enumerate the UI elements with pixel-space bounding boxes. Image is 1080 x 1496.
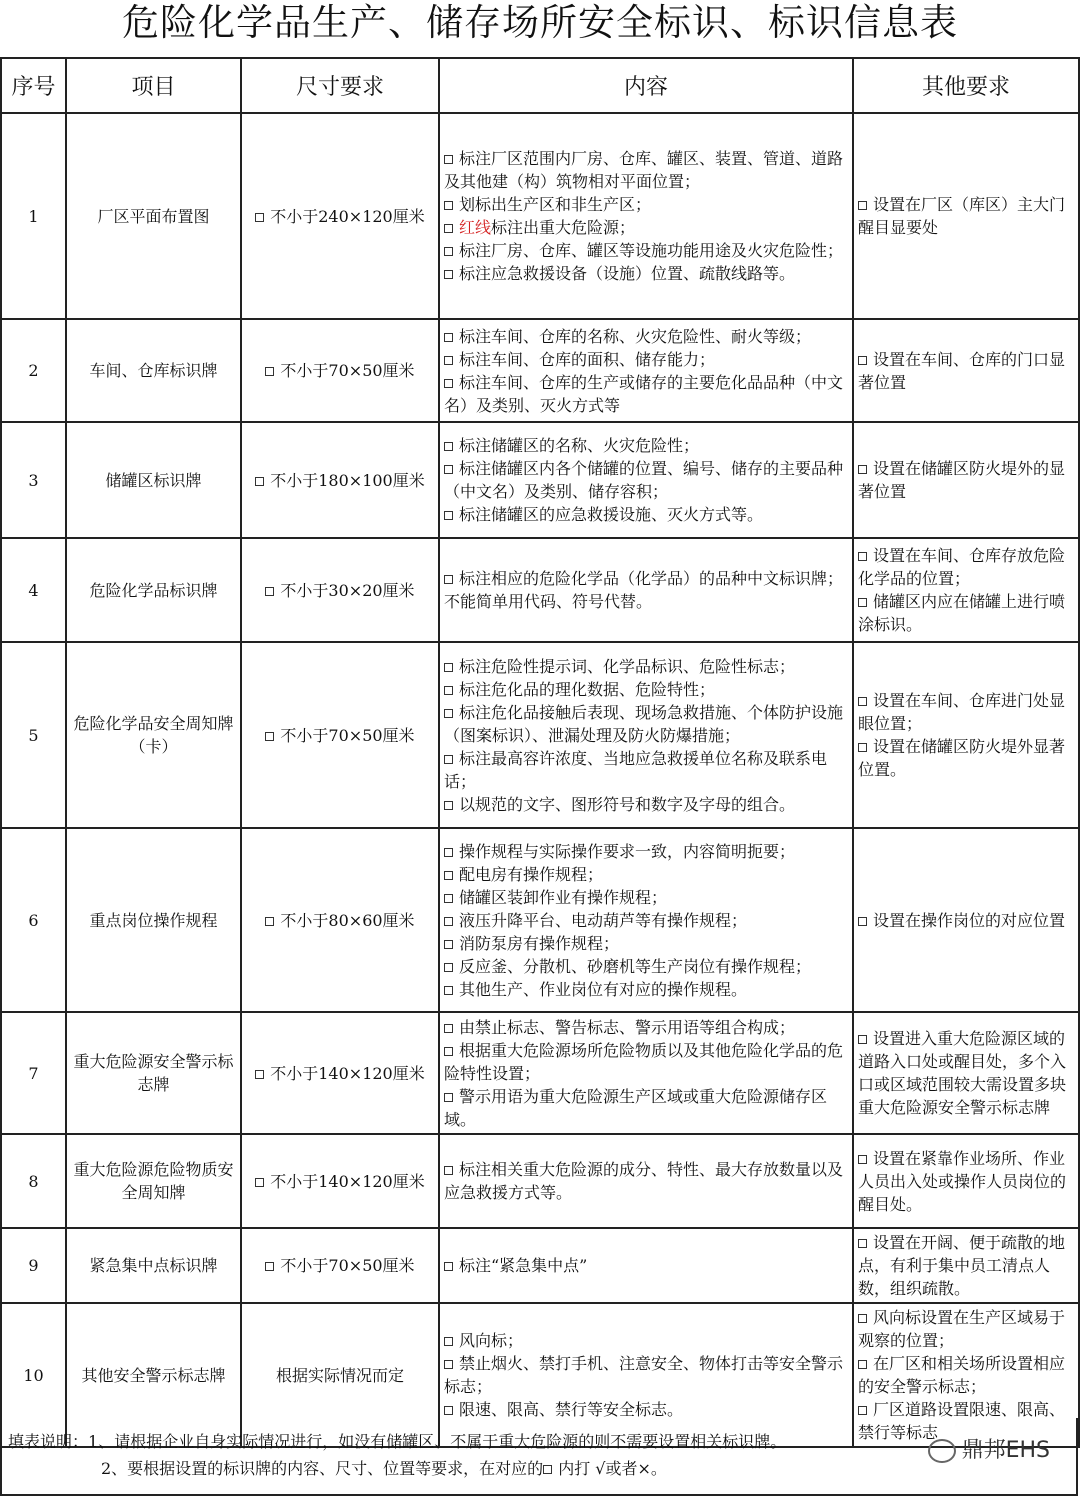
content-text: 标注出重大危险源； bbox=[491, 218, 636, 237]
checkbox-icon bbox=[265, 732, 274, 741]
checkbox-icon bbox=[858, 697, 867, 706]
checkbox-icon bbox=[444, 155, 453, 164]
checkbox-icon bbox=[444, 1093, 453, 1102]
checkbox-icon bbox=[255, 213, 264, 222]
list-item bbox=[444, 567, 848, 613]
checkbox-icon bbox=[858, 743, 867, 752]
content-text: 标注储罐区内各个储罐的位置、编号、储存的主要品种（中文名）及类别、储存容积； bbox=[444, 459, 844, 501]
table-row bbox=[1, 1228, 1079, 1303]
checkbox-icon bbox=[265, 917, 274, 926]
checkbox-icon bbox=[265, 587, 274, 596]
content-text: 标注应急救援设备（设施）位置、疏散线路等。 bbox=[459, 264, 796, 283]
checkbox-icon bbox=[444, 848, 453, 857]
checkbox-icon bbox=[444, 917, 453, 926]
checkbox-icon bbox=[858, 1314, 867, 1323]
table-row bbox=[1, 642, 1079, 828]
list-item bbox=[858, 457, 1074, 503]
row-content bbox=[439, 642, 853, 828]
row-number: 9 bbox=[1, 1228, 66, 1303]
other-text: 储罐区内应在储罐上进行喷涂标识。 bbox=[858, 592, 1066, 634]
other-text: 设置在开阔、便于疏散的地点，有利于集中员工清点人数，组织疏散。 bbox=[858, 1233, 1066, 1298]
checkbox-icon bbox=[444, 1360, 453, 1369]
checkbox-icon bbox=[444, 1047, 453, 1056]
row-size bbox=[241, 1134, 439, 1228]
content-text: 消防泵房有操作规程； bbox=[459, 933, 620, 953]
checkbox-icon bbox=[444, 801, 453, 810]
row-item: 危险化学品安全周知牌（卡） bbox=[66, 642, 241, 828]
red-line-text: 红线 bbox=[459, 218, 492, 237]
row-number: 2 bbox=[1, 319, 66, 422]
row-number: 10 bbox=[1, 1303, 66, 1447]
content-text: 标注厂区范围内厂房、仓库、罐区、装置、管道、道路及其他建（构）筑物相对平面位置； bbox=[444, 149, 844, 191]
other-text: 设置在车间、仓库的门口显著位置 bbox=[858, 349, 1066, 392]
row-item: 其他安全警示标志牌 bbox=[66, 1303, 241, 1447]
other-text: 设置进入重大危险源区域的道路入口处或醒目处，多个入口或区域范围较大需设置多块重大危险源安全警示标志牌 bbox=[858, 1029, 1067, 1117]
checkbox-icon bbox=[858, 356, 867, 365]
row-item: 重大危险源危险物质安全周知牌 bbox=[66, 1134, 241, 1228]
checkbox-icon bbox=[858, 917, 867, 926]
row-other bbox=[853, 1134, 1079, 1228]
list-item bbox=[858, 544, 1074, 590]
checkbox-icon bbox=[444, 224, 453, 233]
row-other bbox=[853, 1012, 1079, 1134]
row-other bbox=[853, 642, 1079, 828]
note-2: 2、要根据设置的标识牌的内容、尺寸、位置等要求，在对应的 bbox=[101, 1459, 544, 1478]
list-item bbox=[444, 747, 848, 793]
watermark-text: 鼎邦EHS bbox=[961, 1438, 1050, 1463]
header-size: 尺寸要求 bbox=[241, 58, 439, 113]
other-text: 设置在车间、仓库存放危险化学品的位置； bbox=[858, 546, 1066, 588]
list-item bbox=[444, 840, 848, 863]
content-text: 液压升降平台、电动葫芦等有操作规程； bbox=[459, 910, 748, 930]
checkbox-icon bbox=[444, 663, 453, 672]
list-item bbox=[858, 1147, 1074, 1216]
page-title: 危险化学品生产、储存场所安全标识、标识信息表 bbox=[122, 1, 958, 44]
checkbox-icon bbox=[444, 1262, 453, 1271]
content-text: 储罐区装卸作业有操作规程； bbox=[459, 887, 668, 907]
size-text: 不小于70×50厘米 bbox=[280, 1256, 415, 1275]
checkbox-icon bbox=[444, 755, 453, 764]
checkbox-icon bbox=[444, 247, 453, 256]
checkbox-icon bbox=[255, 1178, 264, 1187]
header-content: 内容 bbox=[439, 58, 853, 113]
row-content bbox=[439, 319, 853, 422]
content-text: 由禁止标志、警告标志、警示用语等组合构成； bbox=[459, 1017, 796, 1037]
checkbox-icon bbox=[265, 1262, 274, 1271]
checkbox-icon bbox=[444, 686, 453, 695]
checkbox-icon bbox=[858, 1155, 867, 1164]
header-other: 其他要求 bbox=[853, 58, 1079, 113]
list-item bbox=[444, 701, 848, 747]
content-text: 根据重大危险源场所危险物质以及其他危险化学品的危险特性设置； bbox=[444, 1040, 844, 1083]
content-text: 标注“紧急集中点” bbox=[459, 1256, 588, 1275]
other-text: 风向标设置在生产区域易于观察的位置； bbox=[858, 1308, 1066, 1350]
list-item bbox=[444, 1016, 848, 1039]
header-row bbox=[1, 58, 1079, 113]
list-item bbox=[858, 1231, 1074, 1300]
row-other bbox=[853, 1228, 1079, 1303]
checkbox-icon bbox=[858, 1406, 867, 1415]
header-item: 项目 bbox=[66, 58, 241, 113]
table-row bbox=[1, 1012, 1079, 1134]
size-text: 不小于80×60厘米 bbox=[280, 910, 415, 930]
content-text: 其他生产、作业岗位有对应的操作规程。 bbox=[459, 979, 748, 999]
list-item bbox=[858, 193, 1074, 239]
content-text: 标注相应的危险化学品（化学品）的品种中文标识牌；不能简单用代码、符号代替。 bbox=[444, 569, 844, 611]
row-size bbox=[241, 422, 439, 538]
other-text: 设置在厂区（库区）主大门醒目显要处 bbox=[858, 195, 1066, 237]
row-size bbox=[241, 1012, 439, 1134]
safety-sign-table bbox=[0, 57, 1080, 1448]
other-text: 设置在操作岗位的对应位置 bbox=[873, 910, 1066, 930]
checkbox-icon bbox=[444, 1337, 453, 1346]
table-row bbox=[1, 113, 1079, 319]
checkbox-icon bbox=[444, 963, 453, 972]
row-other bbox=[853, 422, 1079, 538]
row-number: 5 bbox=[1, 642, 66, 828]
list-item bbox=[444, 147, 848, 193]
row-content bbox=[439, 828, 853, 1012]
size-text: 不小于70×50厘米 bbox=[280, 361, 415, 380]
list-item bbox=[444, 262, 848, 285]
list-item bbox=[444, 1254, 848, 1277]
size-text: 不小于70×50厘米 bbox=[280, 725, 415, 745]
list-item bbox=[444, 1329, 848, 1352]
checkbox-icon bbox=[444, 270, 453, 279]
list-item bbox=[444, 978, 848, 1001]
row-size bbox=[241, 319, 439, 422]
content-text: 划标出生产区和非生产区； bbox=[459, 195, 652, 214]
row-size bbox=[241, 113, 439, 319]
content-text: 标注车间、仓库的名称、火灾危险性、耐火等级； bbox=[459, 326, 812, 346]
content-text: 禁止烟火、禁打手机、注意安全、物体打击等安全警示标志； bbox=[444, 1354, 844, 1396]
checkbox-icon bbox=[444, 465, 453, 474]
list-item bbox=[444, 909, 848, 932]
list-item bbox=[444, 1158, 848, 1204]
list-item bbox=[444, 457, 848, 503]
list-item bbox=[444, 655, 848, 678]
checkbox-icon bbox=[858, 552, 867, 561]
table-row bbox=[1, 828, 1079, 1012]
content-text: 配电房有操作规程； bbox=[459, 864, 604, 884]
list-item bbox=[444, 325, 848, 348]
content-text: 标注车间、仓库的面积、储存能力； bbox=[459, 349, 716, 369]
content-text: 限速、限高、禁行等安全标志。 bbox=[459, 1400, 684, 1419]
fill-instructions bbox=[0, 1418, 1078, 1496]
row-other bbox=[853, 319, 1079, 422]
row-content bbox=[439, 422, 853, 538]
size-text: 不小于140×120厘米 bbox=[270, 1063, 425, 1083]
checkbox-icon bbox=[858, 1239, 867, 1248]
content-text: 以规范的文字、图形符号和数字及字母的组合。 bbox=[459, 794, 796, 814]
checkbox-icon bbox=[858, 598, 867, 607]
row-number: 6 bbox=[1, 828, 66, 1012]
list-item bbox=[444, 793, 848, 816]
row-item: 储罐区标识牌 bbox=[66, 422, 241, 538]
content-text: 操作规程与实际操作要求一致，内容简明扼要； bbox=[459, 841, 796, 861]
row-content bbox=[439, 1012, 853, 1134]
content-text: 标注相关重大危险源的成分、特性、最大存放数量以及应急救援方式等。 bbox=[444, 1160, 844, 1202]
checkbox-icon bbox=[444, 1024, 453, 1033]
header-no: 序号 bbox=[1, 58, 66, 113]
list-item bbox=[858, 909, 1074, 932]
size-text: 不小于140×120厘米 bbox=[270, 1171, 425, 1191]
list-item bbox=[858, 348, 1074, 394]
watermark bbox=[928, 1433, 1050, 1464]
row-item: 危险化学品标识牌 bbox=[66, 538, 241, 642]
list-item bbox=[858, 590, 1074, 636]
content-text: 标注储罐区的名称、火灾危险性； bbox=[459, 436, 700, 455]
row-other bbox=[853, 113, 1079, 319]
row-other bbox=[853, 828, 1079, 1012]
table-row bbox=[1, 422, 1079, 538]
row-item: 重点岗位操作规程 bbox=[66, 828, 241, 1012]
list-item bbox=[444, 1085, 848, 1131]
checkbox-icon bbox=[858, 201, 867, 210]
row-content bbox=[439, 538, 853, 642]
row-item: 车间、仓库标识牌 bbox=[66, 319, 241, 422]
row-content bbox=[439, 1134, 853, 1228]
list-item bbox=[444, 371, 848, 417]
list-item bbox=[858, 1306, 1074, 1352]
list-item bbox=[444, 932, 848, 955]
content-text: 标注储罐区的应急救援设施、灭火方式等。 bbox=[459, 505, 764, 524]
checkbox-icon bbox=[858, 1035, 867, 1044]
checkbox-icon bbox=[444, 894, 453, 903]
checkbox-icon bbox=[444, 1406, 453, 1415]
checkbox-icon bbox=[444, 709, 453, 718]
note-2-end: 内打 √或者×。 bbox=[558, 1459, 667, 1478]
list-item bbox=[444, 193, 848, 216]
table-row bbox=[1, 1134, 1079, 1228]
content-text: 标注厂房、仓库、罐区等设施功能用途及火灾危险性； bbox=[459, 241, 844, 260]
other-text: 设置在紧靠作业场所、作业人员出入处或操作人员岗位的醒目处。 bbox=[858, 1148, 1067, 1214]
size-text: 不小于180×100厘米 bbox=[270, 470, 425, 490]
row-content bbox=[439, 113, 853, 319]
note-1: 1、请根据企业自身实际情况进行，如没有储罐区、不属于重大危险源的则不需要设置相关标识牌。 bbox=[88, 1432, 787, 1451]
content-text: 反应釜、分散机、砂磨机等生产岗位有操作规程； bbox=[459, 956, 812, 976]
checkbox-icon bbox=[444, 940, 453, 949]
note-label: 填表说明： bbox=[8, 1432, 89, 1451]
size-text: 不小于30×20厘米 bbox=[280, 580, 415, 600]
checkbox-icon bbox=[444, 986, 453, 995]
checkbox-icon bbox=[255, 1070, 264, 1079]
other-text: 设置在车间、仓库进门处显眼位置； bbox=[858, 691, 1066, 733]
row-number: 3 bbox=[1, 422, 66, 538]
list-item bbox=[444, 216, 848, 239]
size-text: 不小于240×120厘米 bbox=[270, 206, 425, 226]
list-item bbox=[444, 955, 848, 978]
row-size bbox=[241, 642, 439, 828]
table-row bbox=[1, 319, 1079, 422]
checkbox-icon bbox=[444, 1166, 453, 1175]
row-size bbox=[241, 828, 439, 1012]
other-text: 设置在储罐区防火堤外显著位置。 bbox=[858, 737, 1066, 779]
list-item bbox=[444, 239, 848, 262]
list-item bbox=[444, 503, 848, 526]
row-number: 4 bbox=[1, 538, 66, 642]
checkbox-icon bbox=[265, 367, 274, 376]
checkbox-icon bbox=[444, 871, 453, 880]
content-text: 警示用语为重大危险源生产区域或重大危险源储存区域。 bbox=[444, 1086, 828, 1129]
content-text: 风向标； bbox=[459, 1331, 524, 1350]
row-size bbox=[241, 538, 439, 642]
list-item bbox=[858, 1027, 1074, 1119]
checkbox-icon bbox=[444, 379, 453, 388]
row-number: 8 bbox=[1, 1134, 66, 1228]
checkbox-icon bbox=[444, 511, 453, 520]
list-item bbox=[444, 886, 848, 909]
content-text: 标注车间、仓库的生产或储存的主要危化品品种（中文名）及类别、灭火方式等 bbox=[444, 372, 844, 415]
row-item: 厂区平面布置图 bbox=[66, 113, 241, 319]
checkbox-icon bbox=[444, 575, 453, 584]
row-other bbox=[853, 538, 1079, 642]
list-item bbox=[444, 1039, 848, 1085]
other-text: 在厂区和相关场所设置相应的安全警示标志； bbox=[858, 1354, 1066, 1396]
content-text: 标注危险性提示词、化学品标识、危险性标志； bbox=[459, 656, 796, 676]
wechat-icon bbox=[928, 1439, 956, 1463]
checkbox-icon bbox=[444, 333, 453, 342]
content-text: 标注危化品接触后表现、现场急救措施、个体防护设施（图案标识）、泄漏处理及防火防爆措施； bbox=[444, 702, 844, 745]
row-item: 重大危险源安全警示标志牌 bbox=[66, 1012, 241, 1134]
row-number: 1 bbox=[1, 113, 66, 319]
list-item bbox=[858, 689, 1074, 735]
checkbox-icon bbox=[858, 1360, 867, 1369]
other-text: 厂区道路设置限速、限高、禁行等标志 bbox=[858, 1400, 1066, 1442]
list-item bbox=[858, 735, 1074, 781]
checkbox-icon bbox=[255, 477, 264, 486]
checkbox-icon bbox=[444, 356, 453, 365]
table-row bbox=[1, 538, 1079, 642]
other-text: 设置在储罐区防火堤外的显著位置 bbox=[858, 459, 1066, 501]
row-content bbox=[439, 1228, 853, 1303]
list-item bbox=[444, 434, 848, 457]
checkbox-icon bbox=[444, 442, 453, 451]
list-item bbox=[858, 1352, 1074, 1398]
checkbox-icon bbox=[543, 1465, 552, 1474]
list-item bbox=[444, 1352, 848, 1398]
row-item: 紧急集中点标识牌 bbox=[66, 1228, 241, 1303]
row-number: 7 bbox=[1, 1012, 66, 1134]
content-text: 标注危化品的理化数据、危险特性； bbox=[459, 679, 716, 699]
checkbox-icon bbox=[858, 465, 867, 474]
row-size bbox=[241, 1228, 439, 1303]
size-text: 根据实际情况而定 bbox=[275, 1365, 404, 1385]
list-item bbox=[444, 863, 848, 886]
content-text: 标注最高容许浓度、当地应急救援单位名称及联系电话； bbox=[444, 748, 828, 791]
checkbox-icon bbox=[444, 201, 453, 210]
list-item bbox=[444, 348, 848, 371]
list-item bbox=[444, 678, 848, 701]
